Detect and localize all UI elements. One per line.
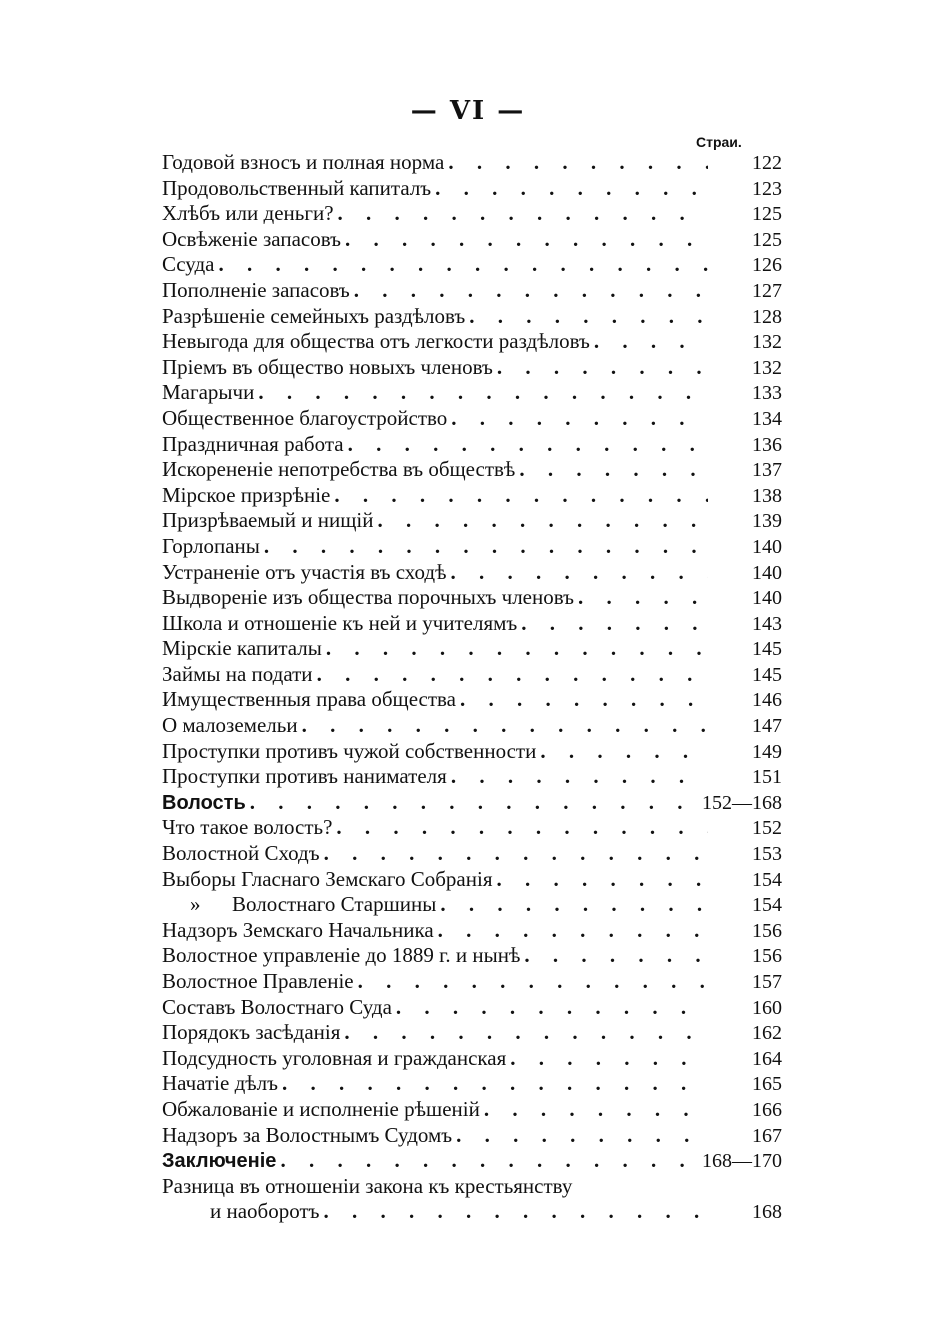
entry-page: 146 — [752, 689, 782, 712]
toc-entry-continuation — [162, 1199, 782, 1225]
entry-page: 143 — [752, 612, 782, 635]
toc-entry — [162, 457, 782, 483]
entry-page: 136 — [752, 433, 782, 456]
dot-leader — [521, 611, 708, 636]
toc-entry — [162, 611, 782, 637]
entry-title: Начатіе дѣлъ — [162, 1071, 278, 1096]
entry-title: Призрѣваемый и нищій — [162, 508, 374, 533]
dot-leader — [348, 432, 708, 457]
toc-entry — [162, 278, 782, 304]
entry-title: Разрѣшеніе семейныхъ раздѣловъ — [162, 303, 466, 328]
dot-leader — [334, 483, 708, 508]
entry-page: 139 — [752, 510, 782, 533]
dot-leader — [460, 687, 708, 712]
entry-page: 127 — [752, 279, 782, 302]
toc-entry — [162, 252, 782, 278]
dot-leader — [440, 892, 708, 917]
toc-entry — [162, 1097, 782, 1123]
entry-page: 145 — [752, 638, 782, 661]
dot-leader — [250, 790, 698, 815]
entry-page: 151 — [752, 766, 782, 789]
entry-page: 125 — [752, 203, 782, 226]
toc-entry — [162, 636, 782, 662]
entry-page: 168 — [752, 1201, 782, 1224]
entry-title: Проступки противъ нанимателя — [162, 764, 447, 789]
entry-title: Выдвореніе изъ общества порочныхъ членовъ — [162, 585, 574, 610]
entry-title: и наоборотъ — [210, 1199, 320, 1224]
toc-entry — [162, 508, 782, 534]
entry-page: 123 — [752, 177, 782, 200]
section-title: Волость — [162, 791, 246, 814]
table-of-contents — [162, 150, 782, 1225]
entry-title: Пополненіе запасовъ — [162, 277, 350, 302]
entry-title: Волостное Правленіе — [162, 969, 354, 993]
toc-entry — [162, 892, 782, 918]
entry-title: Имущественныя права общества — [162, 687, 456, 712]
toc-entry — [162, 227, 782, 253]
toc-entry — [162, 1020, 782, 1046]
toc-entry — [162, 1046, 782, 1072]
entry-page: 134 — [752, 407, 782, 430]
page-header: — VI — — [410, 96, 526, 126]
entry-page: 154 — [752, 868, 782, 891]
dot-leader — [377, 508, 708, 533]
dot-leader — [354, 278, 708, 303]
entry-title: Подсудность уголовная и гражданская — [162, 1045, 507, 1070]
entry-title: Хлѣбъ или деньги? — [162, 201, 334, 226]
entry-page: 162 — [752, 1022, 782, 1045]
entry-title: О малоземельи — [162, 713, 298, 738]
entry-page: 167 — [752, 1124, 782, 1147]
entry-page: 138 — [752, 484, 782, 507]
entry-title: Займы на подати — [162, 661, 313, 686]
toc-entry — [162, 815, 782, 841]
entry-page: 166 — [752, 1098, 782, 1121]
dot-leader — [448, 150, 708, 175]
entry-title: Волостное управленіе до 1889 г. и нынѣ — [162, 943, 521, 968]
entry-title: Продовольственный капиталъ — [162, 175, 432, 200]
entry-title: Общественное благоустройство — [162, 405, 448, 430]
dot-leader — [451, 406, 708, 431]
dot-leader — [578, 585, 708, 610]
dot-leader — [451, 764, 708, 789]
toc-entry — [162, 150, 782, 176]
entry-page: 133 — [752, 382, 782, 405]
dot-leader — [519, 457, 708, 482]
entry-page: 157 — [752, 971, 782, 993]
entry-title: Составъ Волостнаго Суда — [162, 994, 392, 1019]
toc-entry — [162, 764, 782, 790]
dot-leader — [324, 1199, 709, 1224]
entry-title: Надзоръ за Волостнымъ Судомъ — [162, 1122, 453, 1147]
dot-leader — [302, 713, 708, 738]
dot-leader — [345, 227, 708, 252]
dot-leader — [540, 739, 708, 764]
toc-entry — [162, 406, 782, 432]
entry-title: » Волостнаго Старшины — [190, 892, 437, 917]
entry-page: 125 — [752, 228, 782, 251]
page-column-header: Страи. — [696, 134, 742, 150]
entry-page: 145 — [752, 663, 782, 686]
toc-entry — [162, 1123, 782, 1149]
dot-leader — [456, 1123, 708, 1148]
toc-entry — [162, 201, 782, 227]
dot-leader — [594, 329, 708, 354]
entry-title: Разница въ отношеніи закона къ крестьянству — [162, 1173, 573, 1198]
entry-title: Выборы Гласнаго Земскаго Собранія — [162, 866, 493, 891]
toc-entry — [162, 534, 782, 560]
toc-entry — [162, 943, 782, 969]
toc-entry — [162, 713, 782, 739]
dot-leader — [324, 841, 708, 866]
entry-page: 164 — [752, 1047, 782, 1070]
entry-page: 149 — [752, 740, 782, 763]
dot-leader — [264, 534, 708, 559]
entry-page: 128 — [752, 305, 782, 328]
toc-section — [162, 790, 782, 816]
entry-page: 156 — [752, 919, 782, 942]
section-pages: 168—170 — [702, 1150, 782, 1173]
entry-page: 152 — [752, 817, 782, 840]
entry-title: Надзоръ Земскаго Начальника — [162, 917, 434, 942]
entry-title: Искорененіе непотребства въ обществѣ — [162, 457, 516, 482]
dot-leader — [396, 995, 708, 1020]
dot-leader — [344, 1020, 708, 1045]
toc-section — [162, 1148, 782, 1174]
entry-page: 154 — [752, 894, 782, 917]
toc-entry — [162, 867, 782, 893]
toc-entry — [162, 995, 782, 1021]
entry-title: Порядокъ засѣданія — [162, 1020, 341, 1045]
toc-entry — [162, 841, 782, 867]
entry-title: Горлопаны — [162, 533, 260, 558]
dot-leader — [317, 662, 708, 687]
dot-leader — [496, 867, 708, 892]
dot-leader — [326, 636, 708, 661]
entry-title: Волостной Сходъ — [162, 841, 320, 866]
toc-entry — [162, 1071, 782, 1097]
entry-title: Обжалованіе и исполненіе рѣшеній — [162, 1096, 480, 1121]
entry-page: 132 — [752, 331, 782, 354]
dot-leader — [497, 355, 708, 380]
toc-entry — [162, 176, 782, 202]
dot-leader — [219, 252, 709, 277]
entry-title: Магарычи — [162, 380, 255, 405]
dot-leader — [484, 1097, 708, 1122]
toc-entry — [162, 969, 782, 995]
entry-page: 147 — [752, 715, 782, 738]
entry-title: Мірскіе капиталы — [162, 636, 322, 661]
entry-page: 160 — [752, 996, 782, 1019]
toc-entry — [162, 687, 782, 713]
entry-title: Проступки противъ чужой собственности — [162, 738, 537, 763]
toc-entry — [162, 585, 782, 611]
toc-entry — [162, 329, 782, 355]
toc-entry — [162, 432, 782, 458]
dot-leader — [358, 969, 708, 994]
entry-title: Освѣженіе запасовъ — [162, 226, 341, 251]
entry-page: 122 — [752, 152, 782, 174]
toc-entry — [162, 355, 782, 381]
dot-leader — [338, 201, 708, 226]
toc-entry — [162, 739, 782, 765]
entry-title: Годовой взносъ и полная норма — [162, 150, 445, 174]
entry-title: Школа и отношеніе къ ней и учителямъ — [162, 610, 518, 635]
entry-title: Ссуда — [162, 252, 215, 277]
dot-leader — [435, 176, 708, 201]
dot-leader — [524, 943, 708, 968]
toc-entry — [162, 1174, 782, 1200]
entry-page: 140 — [752, 535, 782, 558]
toc-entry — [162, 918, 782, 944]
dot-leader — [258, 380, 708, 405]
entry-page: 165 — [752, 1073, 782, 1096]
dot-leader — [469, 304, 708, 329]
toc-entry — [162, 560, 782, 586]
toc-entry — [162, 662, 782, 688]
toc-entry — [162, 304, 782, 330]
entry-title: Невыгода для общества отъ легкости раздѣловъ — [162, 329, 590, 354]
entry-page: 156 — [752, 945, 782, 968]
entry-page: 137 — [752, 459, 782, 482]
entry-page: 126 — [752, 254, 782, 277]
dot-leader — [450, 560, 708, 585]
entry-title: Устраненіе отъ участія въ сходѣ — [162, 559, 447, 584]
entry-page: 140 — [752, 561, 782, 584]
dot-leader — [336, 815, 708, 840]
entry-page: 140 — [752, 587, 782, 610]
entry-title: Пріемъ въ общество новыхъ членовъ — [162, 354, 493, 379]
entry-title: Мірское призрѣніе — [162, 482, 331, 507]
entry-page: 153 — [752, 843, 782, 866]
toc-entry — [162, 483, 782, 509]
section-title: Заключеніе — [162, 1150, 277, 1173]
entry-title: Что такое волость? — [162, 815, 333, 840]
dot-leader — [282, 1071, 708, 1096]
dot-leader — [438, 918, 708, 943]
dot-leader — [280, 1148, 698, 1173]
section-pages: 152—168 — [702, 791, 782, 814]
dot-leader — [510, 1046, 708, 1071]
toc-entry — [162, 380, 782, 406]
entry-title: Праздничная работа — [162, 431, 344, 456]
entry-page: 132 — [752, 356, 782, 379]
